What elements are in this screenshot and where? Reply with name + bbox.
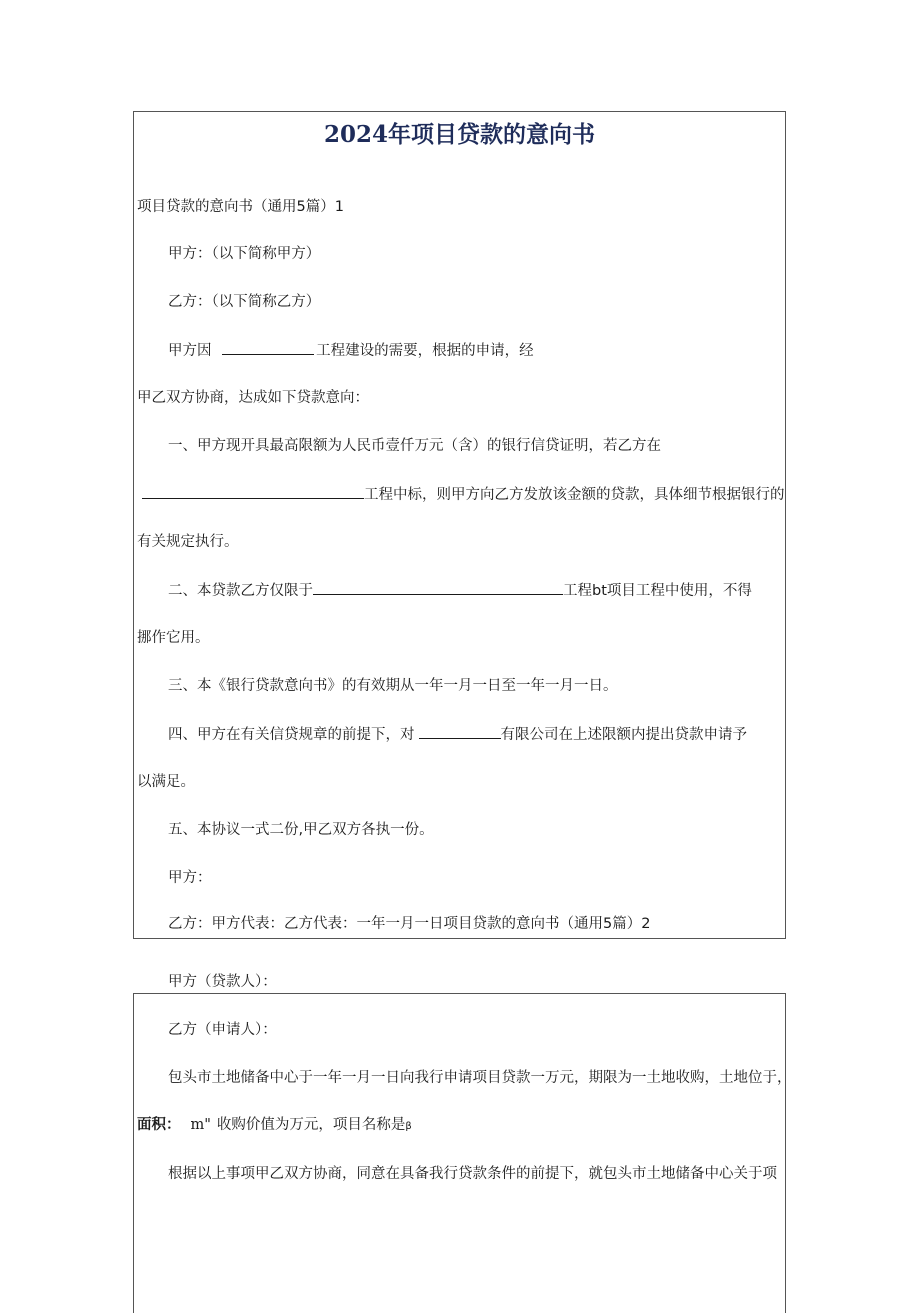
item-1-post: 工程中标，则甲方向乙方发放该金额的贷款，具体细节根据银行的 bbox=[364, 487, 785, 503]
doc2-party-a: 甲方（贷款人）： bbox=[168, 974, 277, 990]
item-4-cont: 以满足。 bbox=[137, 774, 195, 790]
signature-party-b: 乙方：甲方代表：乙方代表：一年一月一日项目贷款的意向书（通用5篇）2 bbox=[168, 916, 651, 932]
doc1-heading: 项目贷款的意向书（通用5篇）1 bbox=[137, 199, 344, 215]
doc2-paragraph-1: 包头市土地储备中心于一年一月一日向我行申请项目贷款一万元，期限为一土地收购，土地位于， bbox=[168, 1070, 792, 1086]
document-frame-1 bbox=[133, 111, 786, 939]
party-a-line: 甲方：（以下简称甲方） bbox=[168, 246, 321, 262]
doc2-paragraph-1-cont bbox=[137, 1115, 412, 1137]
item-5: 五、本协议一式二份,甲乙双方各执一份。 bbox=[168, 822, 434, 838]
blank-company-name[interactable] bbox=[419, 724, 501, 739]
item-2-post: 工程bt项目工程中使用，不得 bbox=[563, 583, 752, 599]
blank-bid-project[interactable] bbox=[142, 484, 364, 499]
paragraph-1-cont: 甲乙双方协商，达成如下贷款意向： bbox=[137, 390, 369, 406]
blank-bt-project[interactable] bbox=[313, 580, 563, 595]
doc2-party-b: 乙方（申请人）： bbox=[168, 1022, 277, 1038]
document-frame-2 bbox=[133, 993, 786, 1313]
area-unit: m" bbox=[190, 1117, 211, 1133]
item-2-cont: 挪作它用。 bbox=[137, 630, 210, 646]
item-4-pre: 四、甲方在有关信贷规章的前提下，对 bbox=[168, 727, 415, 743]
item-1-cont: 有关规定执行。 bbox=[137, 534, 239, 550]
paragraph-1-pre: 甲方因 bbox=[168, 343, 212, 359]
area-rest: 收购价值为万元，项目名称是 bbox=[216, 1117, 406, 1133]
item-2-pre: 二、本贷款乙方仅限于 bbox=[168, 583, 313, 599]
item-4 bbox=[168, 724, 747, 745]
item-1: 一、甲方现开具最高限额为人民币壹仟万元（含）的银行信贷证明，若乙方在 bbox=[168, 438, 661, 454]
item-1-line-2 bbox=[142, 484, 785, 505]
area-end-mark: β bbox=[405, 1121, 412, 1132]
party-b-line: 乙方：（以下简称乙方） bbox=[168, 294, 321, 310]
area-label: 面积： bbox=[137, 1117, 181, 1133]
item-4-post: 有限公司在上述限额内提出贷款申请予 bbox=[500, 727, 747, 743]
item-2 bbox=[168, 580, 752, 601]
doc2-paragraph-2: 根据以上事项甲乙双方协商，同意在具备我行贷款条件的前提下，就包头市土地储备中心关于项 bbox=[168, 1166, 777, 1182]
paragraph-1-post: 工程建设的需要，根据的申请，经 bbox=[316, 343, 534, 359]
blank-project-name[interactable] bbox=[222, 340, 314, 355]
signature-party-a: 甲方： bbox=[168, 870, 212, 886]
item-3: 三、本《银行贷款意向书》的有效期从一年一月一日至一年一月一日。 bbox=[168, 678, 618, 694]
paragraph-1 bbox=[168, 340, 534, 361]
page-title: 2024年项目贷款的意向书 bbox=[323, 121, 595, 148]
